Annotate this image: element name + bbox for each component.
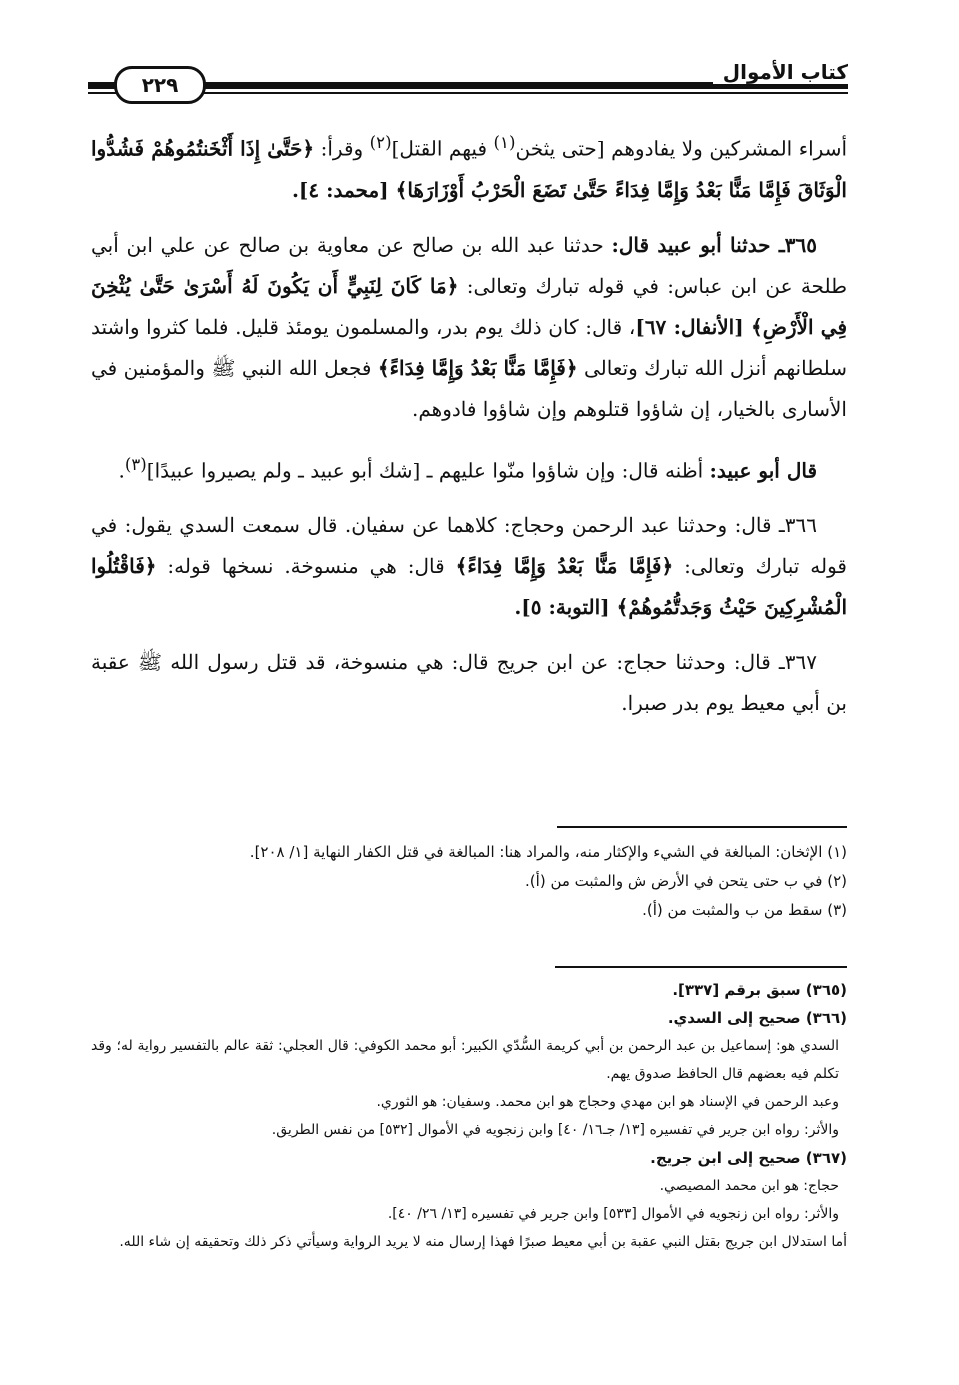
paragraph-abu-ubaid — [91, 444, 847, 492]
takhrij-heading-366: (٣٦٦) صحيح إلى السدي. — [667, 1009, 847, 1027]
takhrij-note: السدي هو: إسماعيل بن عبد الرحمن بن أبي كريمة السُّدّي الكبير: أبو محمد الكوفي: قال العجلي: ثقة عالم بالتفسير رواية له؛ وقد تكلم فيه بعضهم قال الحافظ صدوق يهم. — [91, 1038, 839, 1082]
takhrij-heading-365: (٣٦٥) سبق برقم [٣٣٧]. — [672, 981, 847, 999]
takhrij-note: حجاج: هو ابن محمد المصيصي. — [659, 1178, 839, 1194]
takhrij-note: والأثر: رواه ابن جرير في تفسيره [١٣/ جـ١٦/ ٤٠] وابن زنجويه في الأموال [٥٣٢] من نفس الطريق. — [271, 1122, 839, 1138]
text-segment: . — [118, 458, 125, 483]
text-segment: أسراء المشركين ولا يفادوهم [حتى يثخن — [515, 136, 848, 161]
page-number: ٢٢٩ — [114, 66, 206, 104]
takhrij-heading-367: (٣٦٧) صحيح إلى ابن جريج. — [650, 1149, 847, 1167]
footnote-ref: (٢) — [369, 133, 392, 152]
text-segment: أظنه قال: وإن شاؤوا منّوا عليهم ـ [شك أبو عبيد ـ ولم يصيروا عبيدًا] — [146, 458, 710, 483]
verse-reference: [الأنفال: ٦٧] — [635, 314, 751, 339]
footnote-ref: (١) — [493, 133, 516, 152]
takhrij-note: والأثر: رواه ابن زنجويه في الأموال [٥٣٣] وابن جرير في تفسيره [١٣/ ٢٦/ ٤٠]. — [387, 1206, 839, 1222]
verse-reference: [محمد: ٤]. — [291, 177, 396, 202]
footnotes — [91, 838, 847, 925]
page-header — [88, 58, 848, 104]
paragraph-continuation — [91, 122, 847, 211]
text-segment: ٣٦٧ـ قال: وحدثنا حجاج: عن ابن جريج قال: هي منسوخة، قد قتل رسول الله ﷺ عقبة بن أبي معيط يوم بدر صبرا. — [91, 650, 847, 716]
verse-reference: [التوبة: ٥]. — [514, 595, 617, 620]
text-segment: حدثنا عبد الله بن صالح عن معاوية بن صالح عن علي ابن أبي طلحة عن ابن عباس: في قوله تبارك وتعالى: — [91, 232, 847, 298]
quran-verse: ﴿حَتَّىٰ إِذَا أَثْخَنتُمُوهُمْ فَشُدُّوا الْوَثَاقَ فَإِمَّا مَنًّا بَعْدُ وَإِمَّا فِدَاءً حَتَّىٰ تَضَعَ الْحَرْبُ أَوْزَارَهَا﴾ — [91, 136, 847, 202]
footnote-ref: (٣) — [124, 454, 147, 474]
footnote-2: (٢) في ب حتى يتحن في الأرض ش والمثبت من (أ). — [525, 872, 847, 890]
footnote-1: (١) الإثخان: المبالغة في الشيء والإكثار منه، والمراد هنا: المبالغة في قتل الكفار النهاية [١/ ٢٠٨]. — [249, 843, 847, 861]
text-segment: فجعل الله النبي ﷺ والمؤمنين في الأسارى بالخيار، إن شاؤوا قتلوهم وإن شاؤوا فادوهم. — [91, 355, 847, 421]
quran-verse: ﴿فَاقْتُلُوا الْمُشْرِكِينَ حَيْثُ وَجَدتُّمُوهُمْ﴾ — [91, 554, 847, 620]
paragraph-365 — [91, 225, 847, 430]
text-segment: فيهم القتل] — [391, 136, 494, 161]
takhrij-note: أما استدلال ابن جريج بقتل النبي عقبة بن أبي معيط صبرًا فهذا إرسال منه لا يريد الرواية وسيأتي ذكر ذلك وتحقيقه إن شاء الله. — [119, 1234, 847, 1250]
paragraph-366 — [91, 505, 847, 628]
main-text — [91, 122, 847, 738]
quran-verse: ﴿فَإِمَّا مَنًّا بَعْدُ وَإِمَّا فِدَاءً﴾ — [455, 554, 674, 579]
takhrij-separator — [555, 966, 847, 968]
text-segment: ، قال: كان ذلك يوم بدر، والمسلمون يومئذ قليل. فلما كثروا واشتد سلطانهم أنزل الله تبارك وتعالى — [91, 314, 847, 380]
quran-verse: ﴿مَا كَانَ لِنَبِيٍّ أَن يَكُونَ لَهُ أَسْرَىٰ حَتَّىٰ يُثْخِنَ فِي الْأَرْضِ﴾ — [91, 273, 848, 339]
text-segment: وقرأ: — [314, 136, 370, 161]
text-segment: قال: هي منسوخة. نسخها قوله: — [156, 554, 456, 579]
paragraph-367 — [91, 642, 847, 724]
book-title: كتاب الأموال — [713, 60, 848, 84]
takhrij-note: وعبد الرحمن في الإسناد هو ابن مهدي وحجاج هو ابن محمد. وسفيان: هو الثوري. — [376, 1094, 839, 1110]
quran-verse: ﴿فَإِمَّا مَنًّا بَعْدُ وَإِمَّا فِدَاءً﴾ — [377, 355, 578, 380]
hadith-lead: ٣٦٥ـ حدثنا أبو عبيد قال: — [611, 232, 817, 257]
hadith-lead: قال أبو عبيد: — [709, 458, 817, 483]
footnote-3: (٣) سقط من ب والمثبت من (أ). — [642, 901, 847, 919]
footnote-separator — [557, 826, 847, 828]
takhrij-notes — [91, 976, 847, 1256]
text-segment: ٣٦٦ـ قال: وحدثنا عبد الرحمن وحجاج: كلاهما عن سفيان. قال سمعت السدي يقول: في قوله تبارك وتعالى: — [91, 513, 847, 579]
